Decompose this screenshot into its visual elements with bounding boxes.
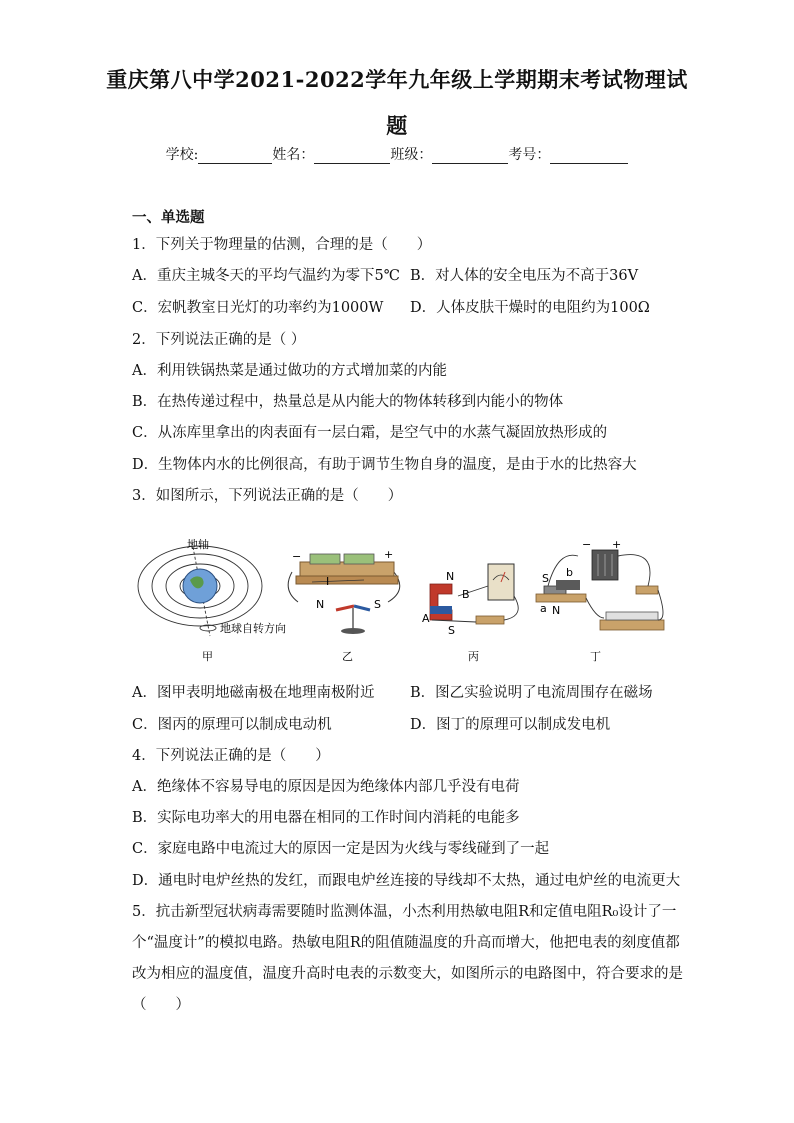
- name-blank[interactable]: [314, 148, 390, 164]
- q5-line-1: 5．抗击新型冠状病毒需要随时监测体温，小杰利用热敏电阻R和定值电阻R₀设计了一: [132, 904, 677, 920]
- point-b-label: B: [462, 588, 470, 601]
- ding-plus: +: [612, 538, 622, 551]
- school-blank[interactable]: [198, 148, 272, 164]
- q1-option-a: A．重庆主城冬天的平均气温约为零下5℃: [132, 268, 400, 284]
- q4-option-b: B．实际电功率大的用电器在相同的工作时间内消耗的电能多: [132, 810, 520, 826]
- ding-n-label: N: [552, 604, 561, 617]
- caption-bing: 丙: [468, 650, 479, 663]
- q1-stem: 1．下列关于物理量的估测，合理的是（ ）: [132, 237, 432, 253]
- minus-sign: −: [292, 550, 302, 563]
- needle-s-label: S: [374, 598, 381, 611]
- q4-option-c: C．家庭电路中电流过大的原因一定是因为火线与零线碰到了一起: [132, 841, 550, 857]
- caption-yi: 乙: [342, 650, 353, 663]
- q3-option-c: C．图丙的原理可以制成电动机: [132, 717, 332, 733]
- switch-icon-2: [636, 586, 658, 594]
- q2-stem: 2．下列说法正确的是（ ）: [132, 332, 306, 348]
- generator-diagram: [430, 564, 518, 624]
- q1-option-b: B．对人体的安全电压为不高于36V: [410, 268, 639, 284]
- q2-option-c: C．从冻库里拿出的肉表面有一层白霜，是空气中的水蒸气凝固放热形成的: [132, 425, 608, 441]
- q4-stem: 4．下列说法正确的是（ ）: [132, 748, 330, 764]
- point-a-label: A: [422, 612, 430, 625]
- needle-n-label: N: [316, 598, 325, 611]
- magnet-n-label: N: [446, 570, 455, 583]
- motor-diagram: [536, 550, 664, 630]
- magnet-s-label: S: [448, 624, 455, 637]
- q5-line-2: 个“温度计”的模拟电路。热敏电阻R的阻值随温度的升高而增大，他把电表的刻度值都: [132, 935, 680, 951]
- page-title-continued: 题: [386, 113, 408, 138]
- q3-option-d: D．图丁的原理可以制成发电机: [410, 717, 611, 733]
- q3-stem: 3．如图所示，下列说法正确的是（ ）: [132, 488, 403, 504]
- ding-a-label: a: [540, 602, 547, 615]
- class-blank[interactable]: [432, 148, 508, 164]
- rotation-label: 地球自转方向: [220, 622, 286, 635]
- q2-option-b: B．在热传递过程中，热量总是从内能大的物体转移到内能小的物体: [132, 394, 564, 410]
- class-label: 班级：: [390, 147, 433, 163]
- plus-sign: +: [384, 548, 394, 561]
- exam-no-label: 考号：: [508, 147, 551, 163]
- q3-figure-svg: [132, 536, 672, 672]
- q3-option-a: A．图甲表明地磁南极在地理南极附近: [132, 685, 375, 701]
- switch-icon: [476, 616, 504, 624]
- earth-axis-label: 地轴: [187, 538, 209, 551]
- ding-minus: −: [582, 538, 592, 551]
- q2-option-a: A．利用铁锅热菜是通过做功的方式增加菜的内能: [132, 363, 447, 379]
- q3-option-b: B．图乙实验说明了电流周围存在磁场: [410, 685, 653, 701]
- q4-option-d: D．通电时电炉丝热的发红，而跟电炉丝连接的导线却不太热，通过电炉丝的电流更大: [132, 873, 681, 889]
- q5-line-4: （ ）: [132, 997, 190, 1013]
- rheostat-icon: [600, 620, 664, 630]
- exam-no-blank[interactable]: [550, 148, 628, 164]
- school-label: 学校:: [165, 147, 199, 163]
- section-heading: 一、单选题: [132, 209, 205, 226]
- q5-line-3: 改为相应的温度值，温度升高时电表的示数变大，如图所示的电路图中，符合要求的是: [132, 966, 683, 982]
- q3-figure: [132, 536, 672, 672]
- q1-option-d: D．人体皮肤干燥时的电阻约为100Ω: [410, 300, 650, 316]
- oersted-diagram: [288, 554, 400, 634]
- caption-ding: 丁: [590, 650, 601, 663]
- q1-option-c: C．宏帆教室日光灯的功率约为1000W: [132, 300, 384, 316]
- q4-option-a: A．绝缘体不容易导电的原因是因为绝缘体内部几乎没有电荷: [132, 779, 520, 795]
- caption-jia: 甲: [202, 650, 213, 663]
- ding-b-label: b: [566, 566, 573, 579]
- current-label: I: [326, 575, 330, 588]
- ding-s-label: S: [542, 572, 549, 585]
- q2-option-d: D．生物体内水的比例很高，有助于调节生物自身的温度，是由于水的比热容大: [132, 457, 637, 473]
- name-label: 姓名：: [272, 147, 315, 163]
- page-title: 重庆第八中学2021-2022学年九年级上学期期末考试物理试: [106, 67, 688, 92]
- student-info-line: [0, 144, 794, 164]
